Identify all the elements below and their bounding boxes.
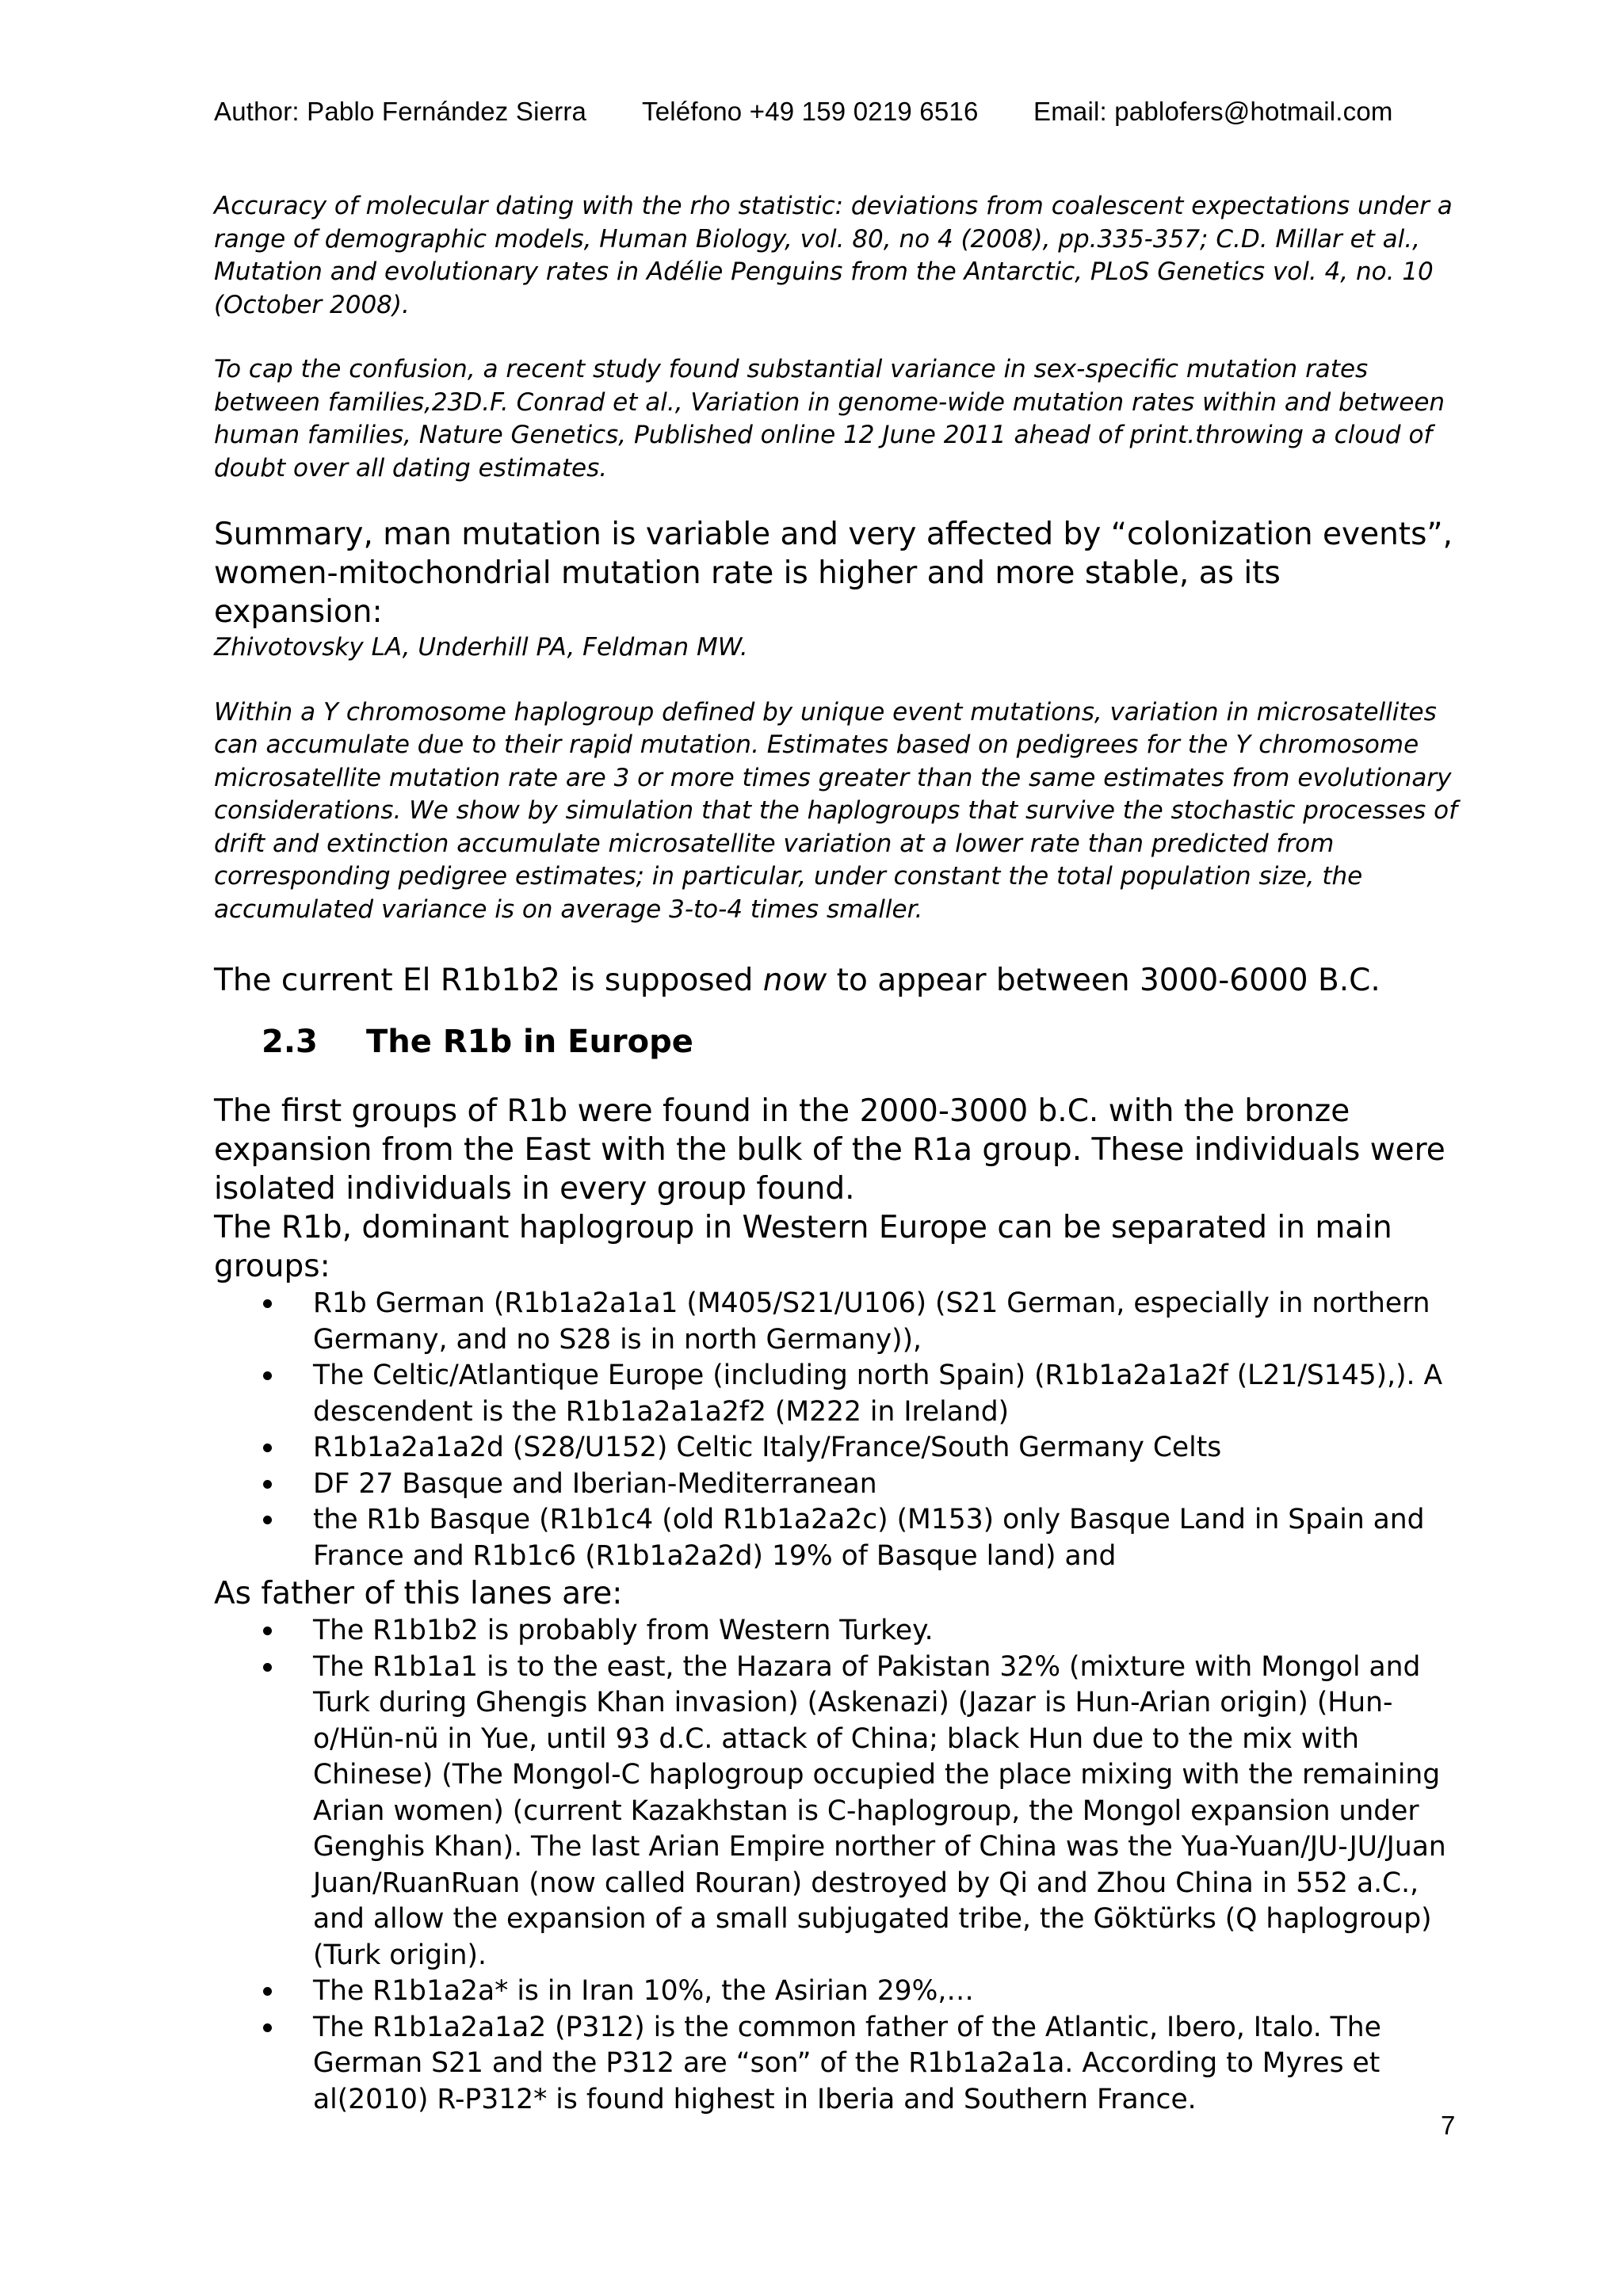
father-paragraph: As father of this lanes are: bbox=[214, 1576, 623, 1611]
current-text-emphasis: now bbox=[762, 963, 827, 998]
bullet-icon bbox=[263, 1371, 272, 1380]
page-number: 7 bbox=[1441, 2111, 1456, 2140]
summary-paragraph: Summary, man mutation is variable and very affected by “colonization events”, women-mitochondrial mutation rate is higher and more stable, as its expansion: bbox=[214, 517, 1453, 630]
section-heading bbox=[214, 1022, 1458, 1062]
bullet-icon bbox=[263, 1444, 272, 1452]
dominant-paragraph: The R1b, dominant haplogroup in Western Europe can be separated in main groups: bbox=[214, 1210, 1392, 1284]
header-phone: Teléfono +49 159 0219 6516 bbox=[642, 97, 979, 126]
authors-line: Zhivotovsky LA, Underhill PA, Feldman MW. bbox=[214, 633, 748, 662]
document-body bbox=[214, 190, 1458, 2118]
father-list bbox=[214, 1613, 1458, 2118]
header-email: Email: pablofers@hotmail.com bbox=[1033, 97, 1393, 126]
header-author: Author: Pablo Fernández Sierra bbox=[214, 97, 587, 126]
bullet-icon bbox=[263, 1480, 272, 1489]
section-title: The R1b in Europe bbox=[366, 1024, 693, 1060]
list-item: The R1b1a2a1a2 (P312) is the common father of the Atlantic, Ibero, Italo. The German S21 and the P312 are “son” of the R1b1a2a1a. According to Myres et al(2010) R-P312* is found highest in Iberia and Southern France. bbox=[214, 2010, 1458, 2119]
bullet-icon bbox=[263, 1987, 272, 1996]
list-item: R1b1a2a1a2d (S28/U152) Celtic Italy/France/South Germany Celts bbox=[214, 1430, 1458, 1466]
list-item: DF 27 Basque and Iberian-Mediterranean bbox=[214, 1466, 1458, 1503]
list-item: R1b German (R1b1a2a1a1 (M405/S21/U106) (S21 German, especially in northern Germany, and no S28 is in north Germany)), bbox=[214, 1286, 1458, 1358]
list-item: The R1b1a2a* is in Iran 10%, the Asirian 29%,… bbox=[214, 1974, 1458, 2010]
bullet-icon bbox=[263, 1627, 272, 1635]
page-header bbox=[214, 97, 1466, 127]
bullet-icon bbox=[263, 1299, 272, 1308]
bullet-icon bbox=[263, 1663, 272, 1672]
current-paragraph bbox=[214, 961, 1458, 1000]
cap-confusion-paragraph: To cap the confusion, a recent study found substantial variance in sex-specific mutation rates between families,23D.F. Conrad et al., Variation in genome-wide mutation rates within and between human families, Nature Genetics, Published online 12 June 2011 ahead of print.throwing a cloud of doubt over all dating estimates. bbox=[214, 355, 1445, 482]
current-text-after: to appear between 3000-6000 B.C. bbox=[827, 963, 1381, 998]
current-text-before: The current El R1b1b2 is supposed bbox=[214, 963, 763, 998]
first-groups-paragraph: The first groups of R1b were found in the 2000-3000 b.C. with the bronze expansion from the East with the bulk of the R1a group. These individuals were isolated individuals in every group found. bbox=[214, 1093, 1445, 1207]
list-item: The R1b1a1 is to the east, the Hazara of Pakistan 32% (mixture with Mongol and Turk during Ghengis Khan invasion) (Askenazi) (Jazar is Hun-Arian origin) (Hun-o/Hün-nü in Yue, until 93 d.C. attack of China; black Hun due to the mix with Chinese) (The Mongol-C haplogroup occupied the place mixing with the remaining Arian women) (current Kazakhstan is C-haplogroup, the Mongol expansion under Genghis Khan). The last Arian Empire norther of China was the Yua-Yuan/JU-JU/Juan Juan/RuanRuan (now called Rouran) destroyed by Qi and Zhou China in 552 a.C., and allow the expansion of a small subjugated tribe, the Göktürks (Q haplogroup) (Turk origin). bbox=[214, 1650, 1458, 1974]
list-item: the R1b Basque (R1b1c4 (old R1b1a2a2c) (M153) only Basque Land in Spain and France and R1b1c6 (R1b1a2a2d) 19% of Basque land) and bbox=[214, 1502, 1458, 1574]
groups-list bbox=[214, 1286, 1458, 1574]
abstract-paragraph: Within a Y chromosome haplogroup defined by unique event mutations, variation in microsatellites can accumulate due to their rapid mutation. Estimates based on pedigrees for the Y chromosome microsatellite mutation rate are 3 or more times greater than the same estimates from evolutionary considerations. We show by simulation that the haplogroups that survive the stochastic processes of drift and extinction accumulate microsatellite variation at a lower rate than predicted from corresponding pedigree estimates; in particular, under constant the total population size, the accumulated variance is on average 3-to-4 times smaller. bbox=[214, 697, 1458, 924]
bullet-icon bbox=[263, 1516, 272, 1524]
reference-citation-paragraph: Accuracy of molecular dating with the rho statistic: deviations from coalescent expectations under a range of demographic models, Human Biology, vol. 80, no 4 (2008), pp.335-357; C.D. Millar et al., Mutation and evolutionary rates in Adélie Penguins from the Antarctic, PLoS Genetics vol. 4, no. 10 (October 2008). bbox=[214, 192, 1453, 319]
bullet-icon bbox=[263, 2023, 272, 2032]
list-item: The Celtic/Atlantique Europe (including north Spain) (R1b1a2a1a2f (L21/S145),). A descendent is the R1b1a2a1a2f2 (M222 in Ireland) bbox=[214, 1358, 1458, 1430]
section-number: 2.3 bbox=[262, 1024, 318, 1060]
list-item: The R1b1b2 is probably from Western Turkey. bbox=[214, 1613, 1458, 1650]
